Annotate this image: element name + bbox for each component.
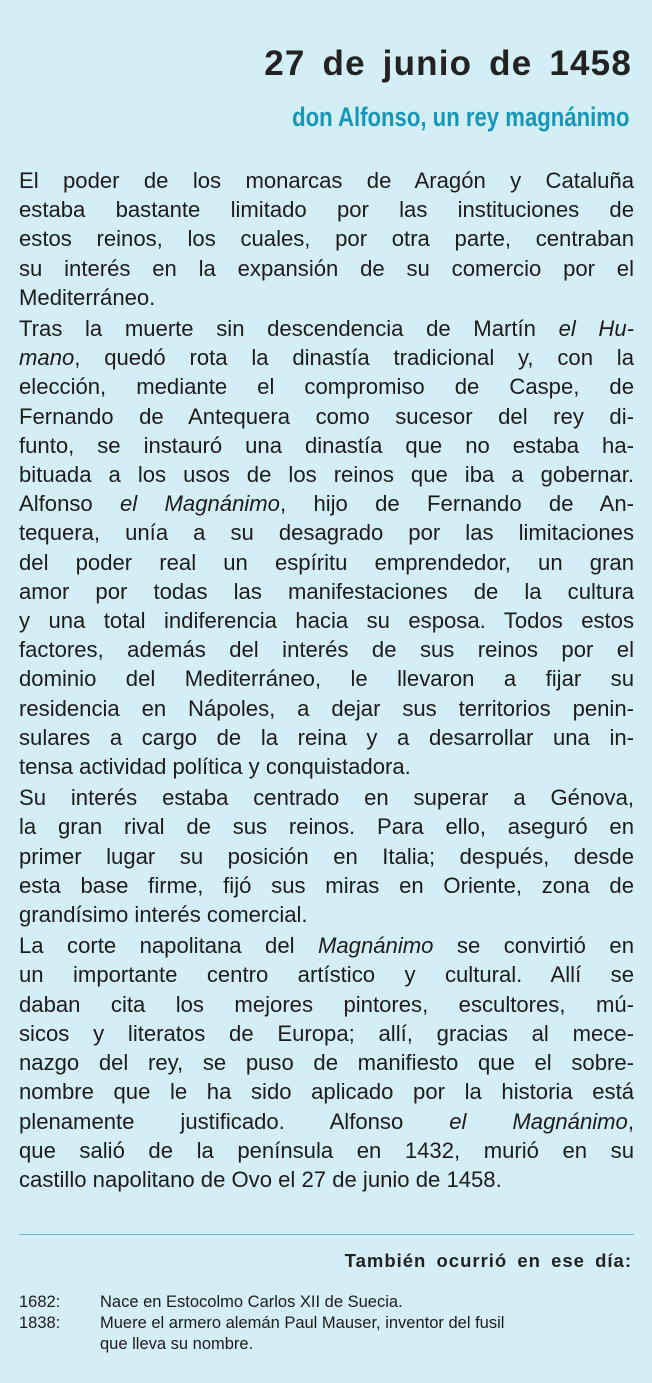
text-segment: la gran rival de sus reinos. Para ello, aseguró en (19, 814, 634, 840)
italic-text: mano (19, 345, 75, 371)
italic-text: el Magnánimo (120, 491, 280, 517)
text-line (19, 195, 634, 224)
text-line (19, 694, 634, 723)
text-segment: castillo napolitano de Ovo el 27 de junio de 1458. (19, 1166, 502, 1192)
text-segment: amor por todas las manifestaciones de la cultura (19, 578, 634, 604)
text-segment: nazgo del rey, se puso de manifiesto que el sobre- (19, 1050, 634, 1076)
text-segment: El poder de los monarcas de Aragón y Cataluña (19, 168, 634, 193)
text-line (19, 842, 634, 871)
text-line (19, 460, 634, 489)
text-segment: tequera, unía a su desagrado por las limitaciones (19, 520, 634, 546)
italic-text: Magnánimo (317, 933, 434, 959)
text-segment: , (627, 1108, 634, 1134)
text-segment: grandísimo interés comercial. (19, 902, 308, 928)
text-line (19, 431, 634, 460)
event-year: 1682: (19, 1293, 61, 1311)
text-line (19, 664, 634, 693)
event-text-line: Nace en Estocolmo Carlos XII de Suecia. (100, 1293, 403, 1311)
text-line (19, 900, 634, 929)
text-line (19, 577, 634, 606)
text-line (19, 812, 634, 841)
article-body (19, 166, 634, 1194)
text-segment: factores, además del interés de sus reinos por el (19, 637, 634, 663)
text-line (19, 1136, 634, 1165)
text-segment: Su interés estaba centrado en superar a Génova, (19, 785, 634, 811)
text-line (19, 723, 634, 752)
italic-text: el Hu- (558, 316, 634, 342)
text-line (19, 254, 634, 283)
text-line (19, 1077, 634, 1106)
text-segment: Mediterráneo. (19, 284, 156, 310)
text-segment: y una total indiferencia hacia su esposa. Todos estos (19, 608, 634, 634)
text-segment: del poder real un espíritu emprendedor, un gran (19, 549, 634, 575)
text-segment: Tras la muerte sin descendencia de Martín (19, 316, 559, 342)
text-line (19, 635, 634, 664)
text-segment: tensa actividad política y conquistadora. (19, 754, 411, 780)
text-line (19, 783, 634, 812)
text-line (19, 548, 634, 577)
event-year: 1838: (19, 1314, 61, 1332)
text-line (19, 931, 634, 960)
text-line (19, 1048, 634, 1077)
event-item (19, 1292, 634, 1313)
event-text (100, 1292, 634, 1313)
event-text-line: que lleva su nombre. (100, 1335, 254, 1353)
text-segment: , hijo de Fernando de An- (279, 491, 634, 517)
text-line (19, 960, 634, 989)
text-segment: su interés en la expansión de su comercio por el (19, 255, 634, 281)
text-line (19, 871, 634, 900)
text-segment: elección, mediante el compromiso de Caspe, de (19, 374, 634, 400)
text-segment: primer lugar su posición en Italia; después, desde (19, 843, 634, 869)
page-title: 27 de junio de 1458 (264, 44, 632, 83)
text-segment: se convirtió en (433, 933, 634, 959)
text-line (19, 518, 634, 547)
paragraph (19, 931, 634, 1194)
text-line (19, 224, 634, 253)
text-segment: esta base firme, fijó sus miras en Oriente, zona de (19, 872, 634, 898)
text-segment: bituada a los usos de los reinos que iba a gobernar. (19, 462, 634, 488)
text-line (19, 489, 634, 518)
event-item (19, 1313, 634, 1355)
text-segment: estos reinos, los cuales, por otra parte, centraban (19, 226, 634, 252)
italic-text: el Magnánimo (449, 1108, 628, 1134)
text-line (19, 283, 634, 312)
text-line (19, 1165, 634, 1194)
text-line (19, 752, 634, 781)
text-segment: plenamente justificado. Alfonso (19, 1108, 450, 1134)
text-segment: Fernando de Antequera como sucesor del rey di- (19, 403, 634, 429)
event-text-line: Muere el armero alemán Paul Mauser, inventor del fusil (100, 1314, 505, 1332)
text-segment: daban cita los mejores pintores, escultores, mú- (19, 991, 634, 1017)
text-segment: que salió de la península en 1432, murió en su (19, 1137, 634, 1163)
text-line (19, 402, 634, 431)
text-segment: nombre que le ha sido aplicado por la historia está (19, 1079, 634, 1105)
paragraph (19, 166, 634, 312)
text-line (19, 1019, 634, 1048)
text-line (19, 1107, 634, 1136)
text-line (19, 372, 634, 401)
text-segment: , quedó rota la dinastía tradicional y, con la (74, 345, 634, 371)
events-list (19, 1292, 634, 1355)
text-line (19, 314, 634, 343)
text-segment: dominio del Mediterráneo, le llevaron a fijar su (19, 666, 634, 692)
text-line (19, 166, 634, 195)
text-line (19, 343, 634, 372)
text-segment: un importante centro artístico y cultural. Allí se (19, 962, 634, 988)
paragraph (19, 783, 634, 929)
page-subtitle: don Alfonso, un rey magnánimo (292, 102, 630, 132)
text-segment: sicos y literatos de Europa; allí, gracias al mece- (19, 1020, 634, 1046)
section-title: También ocurrió en ese día: (344, 1250, 632, 1271)
divider (19, 1234, 634, 1235)
text-segment: La corte napolitana del (19, 933, 318, 959)
text-segment: funto, se instauró una dinastía que no estaba ha- (19, 432, 634, 458)
text-line (19, 606, 634, 635)
text-segment: residencia en Nápoles, a dejar sus territorios penin- (19, 695, 634, 721)
text-segment: estaba bastante limitado por las instituciones de (19, 197, 634, 223)
text-line (19, 990, 634, 1019)
event-text (100, 1313, 634, 1355)
text-segment: Alfonso (19, 491, 121, 517)
text-segment: sulares a cargo de la reina y a desarrollar una in- (19, 724, 634, 750)
paragraph (19, 314, 634, 781)
